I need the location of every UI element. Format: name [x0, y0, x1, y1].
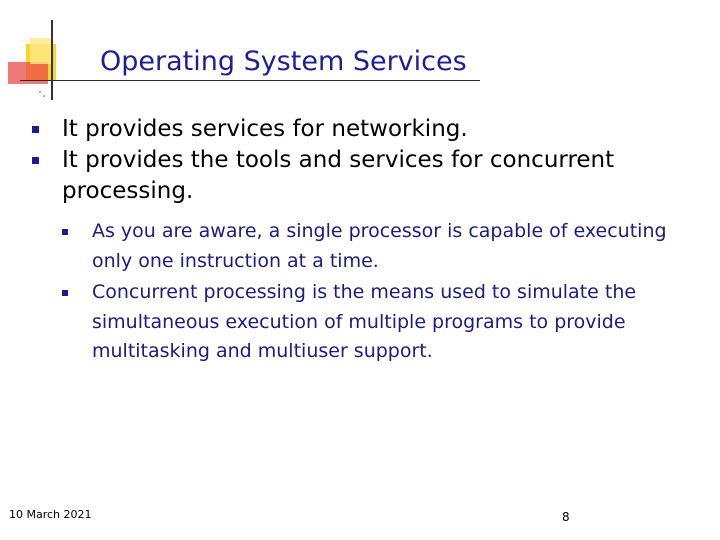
- bullet-item: [30, 114, 690, 145]
- bullet-square-icon: [62, 290, 68, 296]
- bullet-square-icon: [32, 157, 39, 164]
- slide-logo-icon: [0, 0, 90, 110]
- bullet-square-icon: [62, 229, 68, 235]
- bullet-list: [30, 114, 690, 369]
- slide-title: Operating System Services: [100, 46, 467, 77]
- bullet-text: It provides the tools and services for concurrent processing.: [62, 147, 615, 204]
- sub-bullet-text: As you are aware, a single processor is capable of executing only one instruction at a time.: [92, 220, 667, 272]
- sub-bullet-text: Concurrent processing is the means used to simulate the simultaneous execution of multiple programs to provide multitasking and multiuser support.: [92, 281, 637, 362]
- footer-date: 10 March 2021: [9, 508, 92, 521]
- bullet-item: [30, 145, 690, 207]
- sub-bullet-item: [62, 217, 690, 276]
- sub-bullet-item: [62, 278, 690, 367]
- title-divider: [20, 80, 480, 81]
- bullet-square-icon: [32, 126, 39, 133]
- page-number: 8: [562, 510, 570, 524]
- sub-bullet-list: [30, 217, 690, 367]
- bullet-text: It provides services for networking.: [62, 116, 468, 142]
